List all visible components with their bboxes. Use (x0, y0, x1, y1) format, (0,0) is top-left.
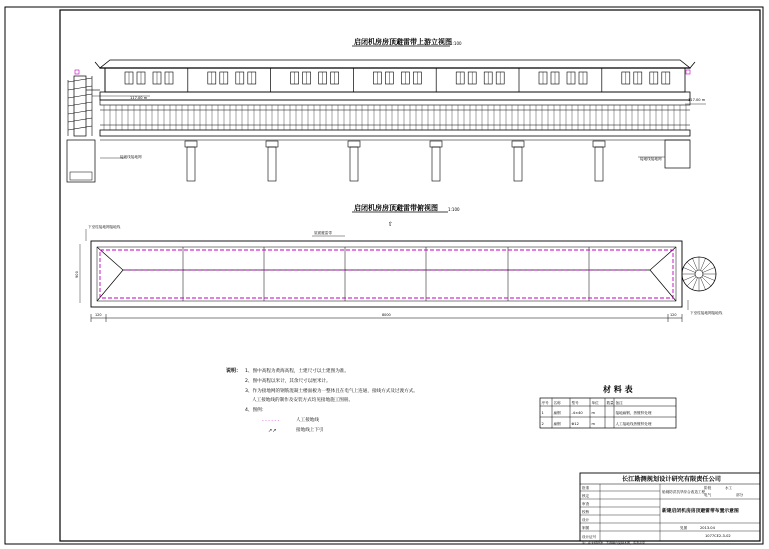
materials-cell: -4×40 (571, 411, 583, 415)
title-block (580, 473, 760, 545)
tb-label: 核定 (582, 494, 590, 498)
plan-scale: 1:100 (448, 207, 460, 212)
materials-cell: 扁钢 (553, 411, 561, 415)
materials-header-cell: 名称 (553, 401, 561, 405)
tb-label: 设计证号 (582, 535, 597, 539)
drawing-name: 新建启闭机房房顶避雷带布置示意图 (662, 509, 739, 514)
elevation-windows (105, 68, 670, 92)
tb-footer: 注：在未经批准、不得擅自复制本图，违者必究。 (582, 541, 649, 545)
materials-cell: Φ12 (571, 422, 579, 426)
elev-left-callout: 接地线接地网 (120, 155, 142, 159)
dim-vertical: 900 (75, 271, 79, 278)
legend-symbol-1: - - - - - - (262, 419, 280, 424)
dim-left: 120 (95, 313, 102, 317)
materials-table (540, 384, 676, 428)
note-4: 4、图例： (245, 408, 267, 413)
materials-header-cell: 单位 (591, 401, 599, 405)
dim-main: 8000 (382, 313, 391, 317)
materials-cell: m (591, 411, 596, 415)
elev-right-level: 117.00 m (688, 98, 706, 102)
elev-right-callout: 接地线接地网 (640, 157, 662, 161)
tb-label: 批准 (582, 486, 590, 490)
tb-label: 部分 (736, 493, 744, 497)
tb-number: 1077CE2-3-02 (705, 534, 731, 538)
legend-symbol-2: ↗↗ (268, 428, 277, 434)
plan-callout-right: 下至柱接地网接地线 (690, 311, 723, 315)
tb-scale: 见图 (680, 526, 688, 530)
elevation-scale: 1:100 (450, 41, 462, 46)
project-name: 船闸防洪抗旱综合改造工程 (662, 490, 706, 494)
plan-title: 启闭机房房顶避雷带俯视图 (354, 204, 438, 212)
tb-label: 电气 (704, 493, 712, 497)
legend-label-2: 接地线上下引 (296, 428, 324, 433)
note-3b: 人工接地线的制作及安装方式均见接地施工图册。 (252, 398, 354, 403)
plan-view (75, 203, 723, 322)
materials-header-cell: 备注 (615, 401, 623, 405)
materials-cell: 2 (541, 422, 544, 426)
note-1: 1、图中高程为黄海高程，土建尺寸以土建图为准。 (245, 369, 349, 374)
elev-left-level: 117.00 m (130, 96, 148, 100)
tb-label: 审查 (582, 502, 590, 506)
materials-header-cell: 数量 (606, 401, 614, 405)
tb-label: 设计 (582, 518, 590, 522)
plan-callout-mid: 屋面避雷带 (314, 231, 332, 235)
plan-callout-left: 下至柱接地网接地线 (88, 225, 121, 229)
materials-header-cell: 序号 (541, 401, 549, 405)
elevation-view (67, 37, 706, 182)
tb-label: 校核 (582, 510, 590, 514)
materials-title: 材 料 表 (603, 385, 633, 394)
notes (226, 367, 418, 434)
tb-label: 制图 (582, 526, 590, 530)
tb-label: 水工 (725, 486, 733, 490)
note-3: 3、作为接地网的钢筋混凝土楼面板为一整体且在电气上连通，接线方式及过渡方式。 (245, 389, 418, 394)
legend-label-1: 人工接地线 (296, 418, 319, 423)
materials-header-cell: 型号 (571, 401, 579, 405)
plan-dividers (183, 247, 589, 301)
spiral-stair (68, 76, 100, 136)
north-arrow: ⇧ (388, 221, 394, 228)
materials-cell: 1 (541, 411, 544, 415)
company-name: 长江勘测规划设计研究有限责任公司 (622, 476, 721, 483)
stair-plan (682, 257, 716, 291)
notes-heading: 说明： (226, 368, 242, 374)
materials-cell: 人工接地线热镀锌处理 (615, 422, 652, 426)
dim-right: 120 (670, 313, 677, 317)
materials-cell: 接地扁钢，热镀锌处理 (615, 411, 652, 415)
elevation-piers (185, 141, 605, 181)
materials-cell: m (591, 422, 596, 426)
elevation-railing (100, 105, 690, 130)
elevation-title: 启闭机房房顶避雷带上游立视图 (354, 38, 452, 46)
note-2: 2、图中高程以米计，其余尺寸以厘米计。 (245, 379, 331, 384)
materials-cell: 扁钢 (553, 422, 561, 426)
tb-date: 2013.04 (700, 526, 715, 530)
tb-label: 阶段 (704, 486, 712, 490)
